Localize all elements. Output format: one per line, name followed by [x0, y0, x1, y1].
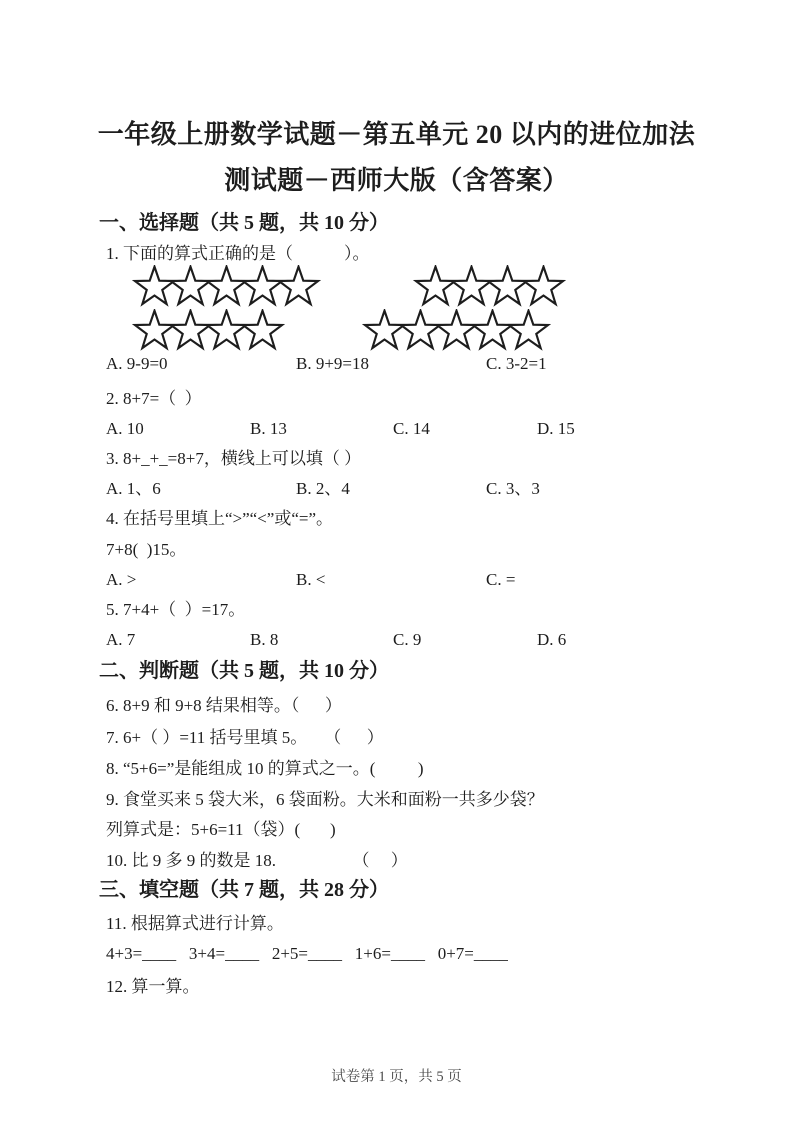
star-group-left [132, 264, 327, 352]
question-10-text: 10. 比 9 多 9 的数是 18. （ ） [106, 851, 408, 870]
question-5-options [106, 628, 773, 652]
question-9-expression: 列算式是：5+6=11（袋）( ) [106, 820, 336, 839]
option-a: A. > [106, 570, 137, 589]
question-4-expression: 7+8( )15。 [106, 540, 187, 559]
option-a: A. 10 [106, 419, 144, 438]
question-4-options [106, 568, 773, 592]
question-2-options [106, 417, 773, 441]
star-icon [240, 309, 285, 352]
star-figure [106, 264, 753, 356]
option-c: C. 9 [393, 630, 422, 649]
question-5-text: 5. 7+4+（ ）=17。 [106, 600, 246, 619]
option-d: D. 6 [537, 630, 567, 649]
option-a: A. 7 [106, 630, 136, 649]
option-b: B. 2、4 [296, 479, 350, 498]
option-a: A. 1、6 [106, 479, 161, 498]
question-11-text: 11. 根据算式进行计算。 [106, 914, 284, 933]
question-7-text: 7. 6+（ ）=11 括号里填 5。 （ ） [106, 728, 384, 747]
star-row [132, 308, 327, 352]
star-group-right [362, 264, 557, 352]
option-b: B. 9+9=18 [296, 354, 370, 373]
option-b: B. 13 [250, 419, 287, 438]
option-c: C. = [486, 570, 516, 589]
section-heading-fill: 三、填空题（共 7 题，共 28 分） [99, 879, 389, 901]
page-footer: 试卷第 1 页，共 5 页 [331, 1069, 462, 1085]
question-2-text: 2. 8+7=（ ） [106, 389, 202, 408]
option-c: C. 3、3 [486, 479, 540, 498]
question-12-text: 12. 算一算。 [106, 977, 200, 996]
star-icon [521, 265, 566, 308]
star-row [132, 264, 327, 308]
question-3-options [106, 477, 773, 501]
option-c: C. 3-2=1 [486, 354, 547, 373]
star-row [362, 264, 557, 308]
question-8-text: 8. “5+6=”是能组成 10 的算式之一。( ) [106, 759, 424, 778]
option-b: B. < [296, 570, 326, 589]
option-d: D. 15 [537, 419, 575, 438]
question-11-blanks: 4+3=____ 3+4=____ 2+5=____ 1+6=____ 0+7=____ [106, 944, 508, 963]
option-c: C. 14 [393, 419, 430, 438]
question-1-text: 1. 下面的算式正确的是（ ）。 [106, 244, 370, 263]
question-4-text: 4. 在括号里填上“>”“<”或“=”。 [106, 509, 334, 528]
section-heading-judge: 二、判断题（共 5 题，共 10 分） [99, 660, 389, 682]
star-row [362, 308, 557, 352]
question-6-text: 6. 8+9 和 9+8 结果相等。（ ） [106, 696, 342, 715]
star-icon [276, 265, 321, 308]
question-1-options [106, 352, 773, 376]
section-heading-choice: 一、选择题（共 5 题，共 10 分） [99, 212, 389, 234]
option-b: B. 8 [250, 630, 279, 649]
option-a: A. 9-9=0 [106, 354, 168, 373]
page-title: 一年级上册数学试题－第五单元 20 以内的进位加法 测试题－西师大版（含答案） [97, 120, 696, 195]
question-9-text: 9. 食堂买来 5 袋大米，6 袋面粉。大米和面粉一共多少袋？ [106, 790, 544, 809]
star-icon [506, 309, 551, 352]
question-3-text: 3. 8+_+_=8+7，横线上可以填（ ） [106, 449, 362, 468]
